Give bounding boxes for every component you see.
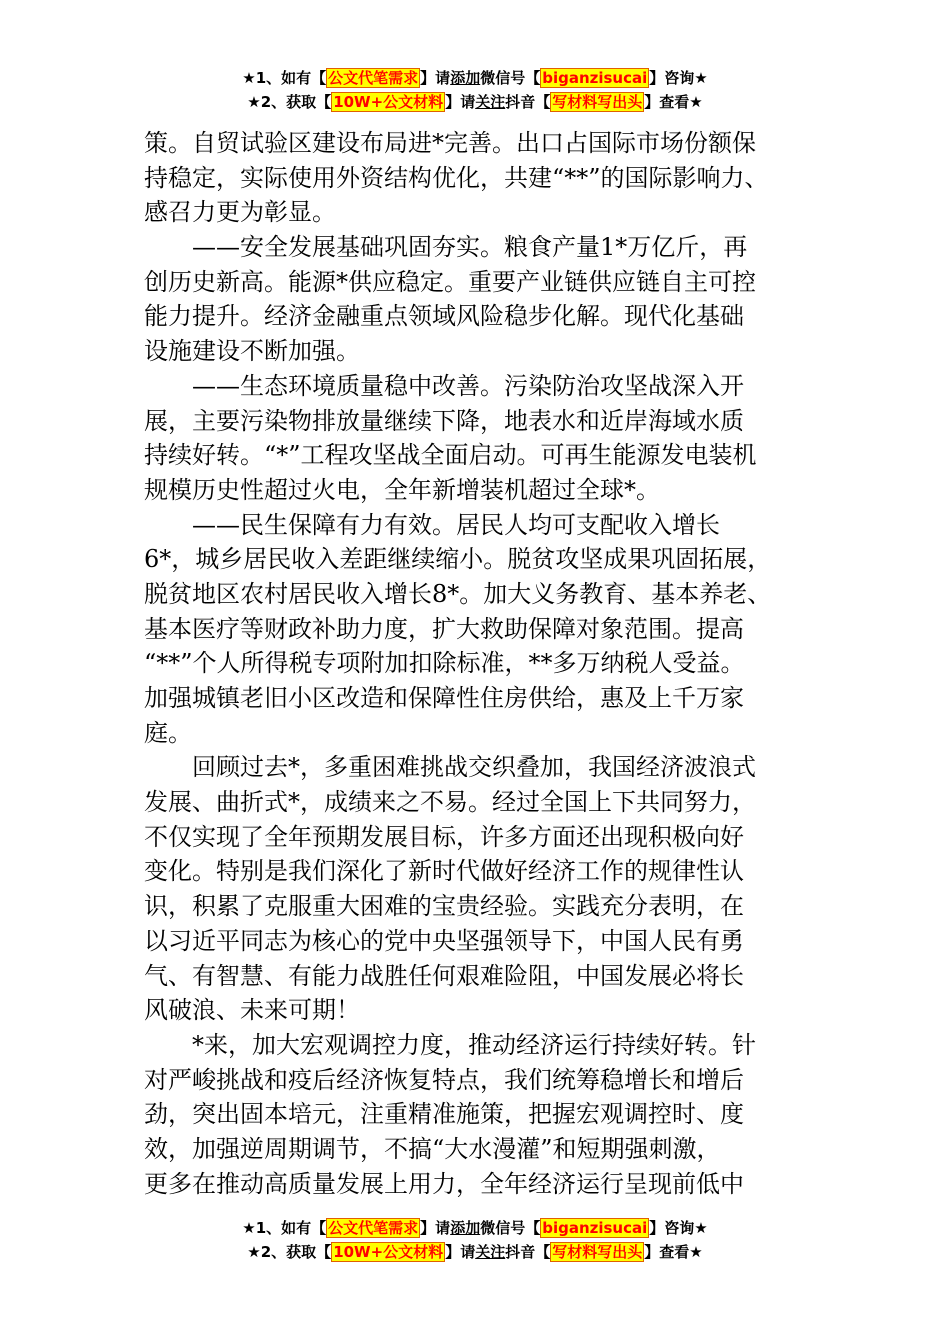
highlight-douyin-account: 写材料写出头	[552, 1243, 643, 1261]
banner-text: ★1、如有【	[242, 69, 327, 87]
highlight-wechat-id: biganzisucai	[542, 1219, 648, 1237]
text-line: 脱贫地区农村居民收入增长8*。加大义务教育、基本养老、	[144, 579, 772, 608]
text-line: 能力提升。经济金融重点领域风险稳步化解。现代化基础	[144, 302, 744, 331]
banner-line-1	[0, 1216, 950, 1240]
text-line: 持续好转。“*”工程攻坚战全面启动。可再生能源发电装机	[144, 441, 757, 470]
banner-text: 抖音【	[505, 1243, 551, 1261]
footer-banner	[0, 1216, 950, 1264]
text-line: 加强城镇老旧小区改造和保障性住房供给，惠及上千万家	[144, 684, 744, 712]
text-line: 气、有智慧、有能力战胜任何艰难险阻，中国发展必将长	[144, 961, 744, 990]
paragraph-start-line: ——民生保障有力有效。居民人均可支配收入增长	[192, 510, 720, 539]
highlight-douyin-account: 写材料写出头	[552, 93, 643, 111]
text-line: “**”个人所得税专项附加扣除标准，**多万纳税人受益。	[144, 649, 745, 678]
text-line: 效，加强逆周期调节，不搞“大水漫灌”和短期强刺激，	[144, 1134, 721, 1163]
text-line: 以习近平同志为核心的党中央坚强领导下，中国人民有勇	[144, 926, 744, 955]
highlight-service: 公文代笔需求	[328, 69, 419, 87]
paragraph-start-line: ——安全发展基础巩固夯实。粮食产量1*万亿斤，再	[192, 233, 748, 262]
highlight-materials: 10W+公文材料	[333, 1243, 444, 1261]
text-line: 6*，城乡居民收入差距继续缩小。脱贫攻坚成果巩固拓展，	[144, 545, 772, 574]
text-line: 创历史新高。能源*供应稳定。重要产业链供应链自主可控	[144, 267, 756, 296]
highlight-wechat-id: biganzisucai	[542, 69, 648, 87]
banner-text: ★1、如有【	[242, 1219, 327, 1237]
text-line: 设施建设不断加强。	[144, 337, 360, 366]
header-banner	[0, 66, 950, 114]
text-line: 不仅实现了全年预期发展目标，许多方面还出现积极向好	[144, 822, 744, 851]
text-line: 识，积累了克服重大困难的宝贵经验。实践充分表明，在	[144, 892, 744, 921]
highlight-materials: 10W+公文材料	[333, 93, 444, 111]
banner-text: ★2、获取【	[247, 1243, 332, 1261]
text-line: 展，主要污染物排放量继续下降，地表水和近岸海域水质	[144, 406, 744, 435]
text-line: 庭。	[144, 718, 192, 747]
banner-line-1	[0, 66, 950, 90]
paragraph-start-line: ——生态环境质量稳中改善。污染防治攻坚战深入开	[192, 371, 744, 400]
underlined-text: 关注	[475, 1243, 506, 1261]
text-line: 发展、曲折式*，成绩来之不易。经过全国上下共同努力，	[144, 788, 756, 817]
banner-line-2	[0, 1240, 950, 1264]
text-line: 规模历史性超过火电，全年新增装机超过全球*。	[144, 475, 660, 504]
banner-text: 微信号【	[480, 69, 541, 87]
underlined-text: 添加	[450, 1219, 481, 1237]
paragraph-start-line: *来，加大宏观调控力度，推动经济运行持续好转。针	[192, 1030, 756, 1059]
text-line: 变化。特别是我们深化了新时代做好经济工作的规律性认	[144, 857, 744, 886]
text-line: 更多在推动高质量发展上用力，全年经济运行呈现前低中	[144, 1169, 744, 1198]
underlined-text: 添加	[450, 69, 481, 87]
paragraph-start-line: 回顾过去*，多重困难挑战交织叠加，我国经济波浪式	[192, 753, 756, 782]
document-body	[144, 126, 834, 1201]
banner-text: 】查看★	[644, 93, 703, 111]
banner-line-2	[0, 90, 950, 114]
banner-text: 微信号【	[480, 1219, 541, 1237]
text-line: 对严峻挑战和疫后经济恢复特点，我们统筹稳增长和增后	[144, 1065, 744, 1094]
highlight-service: 公文代笔需求	[328, 1219, 419, 1237]
banner-text: 】咨询★	[649, 69, 708, 87]
banner-text: 抖音【	[505, 93, 551, 111]
text-line: 策。自贸试验区建设布局进*完善。出口占国际市场份额保	[144, 129, 756, 157]
underlined-text: 关注	[475, 93, 506, 111]
text-line: 感召力更为彰显。	[144, 198, 336, 227]
banner-text: 】请	[420, 69, 451, 87]
text-line: 基本医疗等财政补助力度，扩大救助保障对象范围。提高	[144, 614, 744, 643]
banner-text: ★2、获取【	[247, 93, 332, 111]
banner-text: 】请	[445, 1243, 476, 1261]
text-line: 风破浪、未来可期！	[144, 996, 360, 1025]
text-line: 劲，突出固本培元，注重精准施策，把握宏观调控时、度	[144, 1100, 744, 1129]
banner-text: 】查看★	[644, 1243, 703, 1261]
text-line: 持稳定，实际使用外资结构优化，共建“**”的国际影响力、	[144, 163, 769, 192]
banner-text: 】请	[420, 1219, 451, 1237]
banner-text: 】咨询★	[649, 1219, 708, 1237]
banner-text: 】请	[445, 93, 476, 111]
